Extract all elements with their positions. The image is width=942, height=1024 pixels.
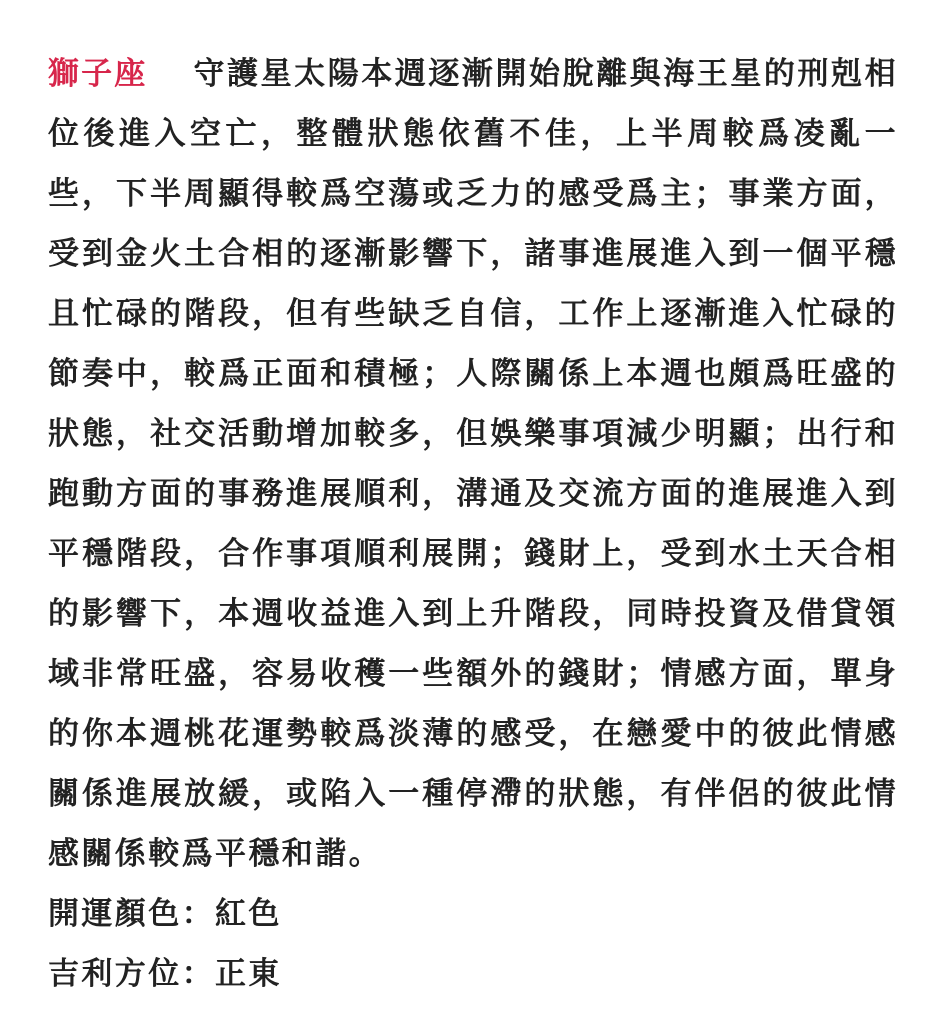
horoscope-article (48, 44, 898, 1004)
horoscope-body: 守護星太陽本週逐漸開始脫離與海王星的刑剋相位後進入空亡，整體狀態依舊不佳，上半周較爲凌亂一些，下半周顯得較爲空蕩或乏力的感受爲主；事業方面，受到金火土合相的逐漸影響下，諸事進展進入到一個平穩且忙碌的階段，但有些缺乏自信，工作上逐漸進入忙碌的節奏中，較爲正面和積極；人際關係上本週也頗爲旺盛的狀態，社交活動增加較多，但娛樂事項減少明顯；出行和跑動方面的事務進展順利，溝通及交流方面的進展進入到平穩階段，合作事項順利展開；錢財上，受到水土天合相的影響下，本週收益進入到上升階段，同時投資及借貸領域非常旺盛，容易收穫一些額外的錢財；情感方面，單身的你本週桃花運勢較爲淡薄的感受，在戀愛中的彼此情感關係進展放緩，或陷入一種停滯的狀態，有伴侶的彼此情感關係較爲平穩和諧。 (48, 56, 898, 872)
sign-title: 獅子座 (48, 56, 148, 92)
horoscope-paragraph (48, 44, 898, 884)
lucky-color: 開運顏色：紅色 (48, 896, 282, 932)
lucky-direction: 吉利方位：正東 (48, 956, 282, 992)
